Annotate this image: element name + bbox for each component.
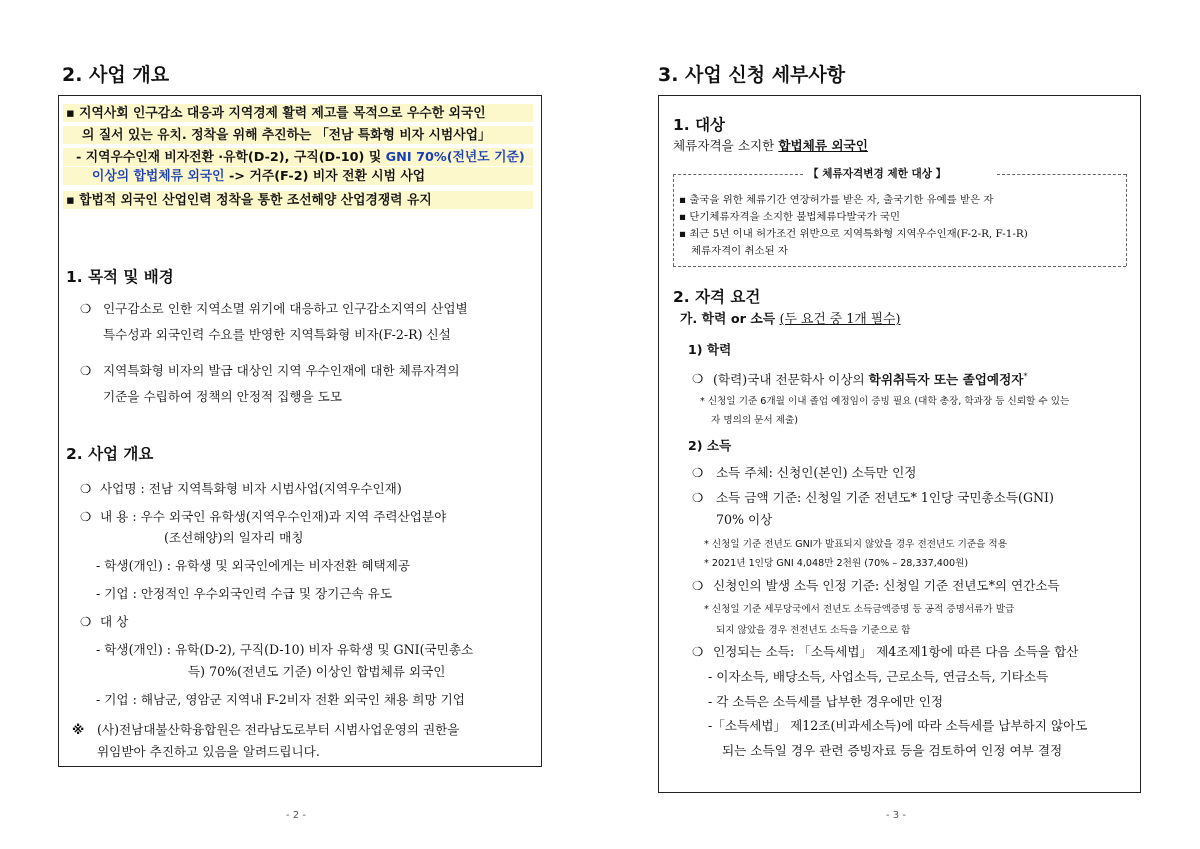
degree-holder-text: 학위취득자 또는 졸업예정자: [868, 372, 1024, 388]
target-student-line-1: - 학생(개인) : 유학(D-2), 구직(D-10) 비자 유학생 및 GNI(국민총소: [96, 642, 474, 657]
page-number-left: - 2 -: [286, 810, 306, 821]
purpose-item-1-line-2: 특수성과 외국인력 수요를 반영한 지역특화형 비자(F-2-R) 신설: [103, 327, 451, 342]
education-or-income-line: 가. 학력 or 소득 (두 요건 중 1개 필수): [680, 312, 901, 327]
income-criteria-note-line-2: 되지 않았을 경우 전전년도 소득을 기준으로 함: [716, 625, 911, 636]
content-line-1: 내 용 : 우수 외국인 유학생(지역우수인재)과 지역 주력산업분야: [100, 509, 447, 524]
left-page-heading: 2. 사업 개요: [62, 64, 170, 86]
income-recognition-criteria: 신청인의 발생 소득 인정 기준: 신청일 기준 전년도*의 연간소득: [713, 578, 1060, 593]
project-name-line: 사업명 : 전남 지역특화형 비자 시범사업(지역우수인재): [100, 481, 402, 496]
dashed-border: [673, 174, 674, 266]
non-taxable-income-line-1: -「소득세법」 제12조(비과세소득)에 따라 소득세를 납부하지 않아도: [708, 718, 1088, 733]
dashed-border: [673, 174, 803, 175]
dashed-border: [997, 174, 1126, 175]
requirement-note: (두 요건 중 1개 필수): [779, 312, 901, 327]
income-title: 2) 소득: [688, 438, 732, 453]
section-purpose-title: 1. 목적 및 배경: [66, 268, 174, 286]
summary-line-3: - 지역우수인재 비자전환 ·유학(D-2), 구직(D-10) 및 GNI 70%(전년도 기준): [76, 150, 525, 165]
education-note-line-1: * 신청일 기준 6개월 이내 졸업 예정임이 증빙 필요 (대학 총장, 학과장 등 신뢰할 수 있는: [700, 396, 1070, 407]
income-amount-line-2: 70% 이상: [716, 512, 773, 527]
summary-line-1: ▪ 지역사회 인구감소 대응과 지역경제 활력 제고를 목적으로 우수한 외국인: [66, 106, 486, 121]
non-taxable-income-line-2: 되는 소득일 경우 관련 증빙자료 등을 검토하여 인정 여부 결정: [722, 743, 1063, 758]
bullet-icon: ❍: [692, 490, 704, 505]
restriction-item-3-line-1: ▪ 최근 5년 이내 허가조건 위반으로 지역특화형 지역우수인재(F-2-R, F-1-R): [679, 228, 1028, 240]
bullet-icon: ❍: [80, 363, 92, 378]
reference-mark: ※: [72, 722, 85, 737]
gni-highlight-text: GNI 70%(전년도 기준): [385, 150, 525, 165]
target-label: 대 상: [100, 614, 129, 629]
income-criteria-note-line-1: * 신청일 기준 세무당국에서 전년도 소득금액증명 등 공적 증명서류가 발급: [704, 604, 1015, 615]
content-line-2: (조선해양)의 일자리 매칭: [164, 530, 304, 545]
summary-line-4: 이상의 합법체류 외국인 -> 거주(F-2) 비자 전환 시범 사업: [92, 169, 426, 184]
bullet-icon: ❍: [80, 481, 92, 496]
notice-line-2: 위임받아 추진하고 있음을 알려드립니다.: [97, 744, 320, 759]
purpose-item-2-line-2: 기준을 수립하여 정책의 안정적 집행을 도모: [103, 389, 342, 404]
summary-line-5: ▪ 합법적 외국인 산업인력 정착을 통한 조선해양 산업경쟁력 유지: [66, 193, 432, 208]
recognized-income-condition: - 각 소득은 소득세를 납부한 경우에만 인정: [708, 694, 944, 709]
education-title: 1) 학력: [688, 342, 732, 357]
target-description: 체류자격을 소지한 합법체류 외국인: [673, 138, 868, 153]
bullet-icon: ❍: [692, 371, 704, 386]
income-amount-note-1: * 신청일 기준 전년도 GNI가 발표되지 않았을 경우 전전년도 기준을 적용: [704, 539, 1007, 550]
section-overview-title: 2. 사업 개요: [66, 445, 154, 463]
target-section-title: 1. 대상: [673, 116, 726, 134]
bullet-icon: ❍: [80, 509, 92, 524]
bullet-icon: ❍: [692, 578, 704, 593]
content-sub-company: - 기업 : 안정적인 우수외국인력 수급 및 장기근속 유도: [96, 586, 393, 601]
right-page-heading: 3. 사업 신청 세부사항: [658, 64, 846, 86]
page-number-right: - 3 -: [886, 810, 906, 821]
dashed-border: [673, 266, 1126, 267]
bullet-icon: ❍: [692, 465, 704, 480]
bullet-icon: ❍: [80, 614, 92, 629]
purpose-item-1-line-1: 인구감소로 인한 지역소멸 위기에 대응하고 인구감소지역의 산업별: [103, 301, 468, 316]
restriction-item-3-line-2: 체류자격이 취소된 자: [691, 245, 788, 257]
income-subject: 소득 주체: 신청인(본인) 소득만 인정: [716, 465, 917, 480]
target-student-line-2: 득) 70%(전년도 기준) 이상인 합법체류 외국인: [188, 664, 446, 679]
purpose-item-2-line-1: 지역특화형 비자의 발급 대상인 지역 우수인재에 대한 체류자격의: [103, 363, 460, 378]
restriction-item-2: ▪ 단기체류자격을 소지한 불법체류다발국가 국민: [679, 211, 900, 223]
content-sub-student: - 학생(개인) : 유학생 및 외국인에게는 비자전환 혜택제공: [96, 558, 410, 573]
education-note-line-2: 자 명의의 문서 제출): [711, 415, 799, 426]
target-company-line: - 기업 : 해남군, 영암군 지역내 F-2비자 전환 외국인 채용 희망 기업: [96, 692, 465, 707]
restriction-item-1: ▪ 출국을 위한 체류기간 연장허가를 받은 자, 출국기한 유예를 받은 자: [679, 194, 994, 206]
dashed-border: [1126, 174, 1127, 266]
education-item: (학력)국내 전문학사 이상의 학위취득자 또는 졸업예정자*: [713, 372, 1028, 388]
legal-resident-text: 합법체류 외국인: [778, 138, 868, 153]
restriction-title: 【 체류자격변경 제한 대상 】: [808, 168, 947, 180]
notice-line-1: (사)전남대불산학융합원은 전라남도로부터 시범사업운영의 권한을: [97, 722, 460, 737]
recognized-income: 인정되는 소득: 「소득세법」 제4조제1항에 따른 다음 소득을 합산: [713, 644, 1079, 659]
income-amount-note-2: * 2021년 1인당 GNI 4,048만 2천원 (70% – 28,337,400원): [704, 558, 969, 569]
recognized-income-types: - 이자소득, 배당소득, 사업소득, 근로소득, 연금소득, 기타소득: [708, 669, 1049, 684]
income-amount-line-1: 소득 금액 기준: 신청일 기준 전년도* 1인당 국민총소득(GNI): [716, 490, 1054, 505]
qualification-section-title: 2. 자격 요건: [673, 288, 761, 306]
bullet-icon: ❍: [692, 644, 704, 659]
summary-line-2: 의 질서 있는 유치. 정착을 위해 추진하는 「전남 특화형 비자 시범사업」: [82, 128, 491, 143]
bullet-icon: ❍: [80, 301, 92, 316]
legal-foreigner-text: 이상의 합법체류 외국인: [92, 169, 225, 184]
